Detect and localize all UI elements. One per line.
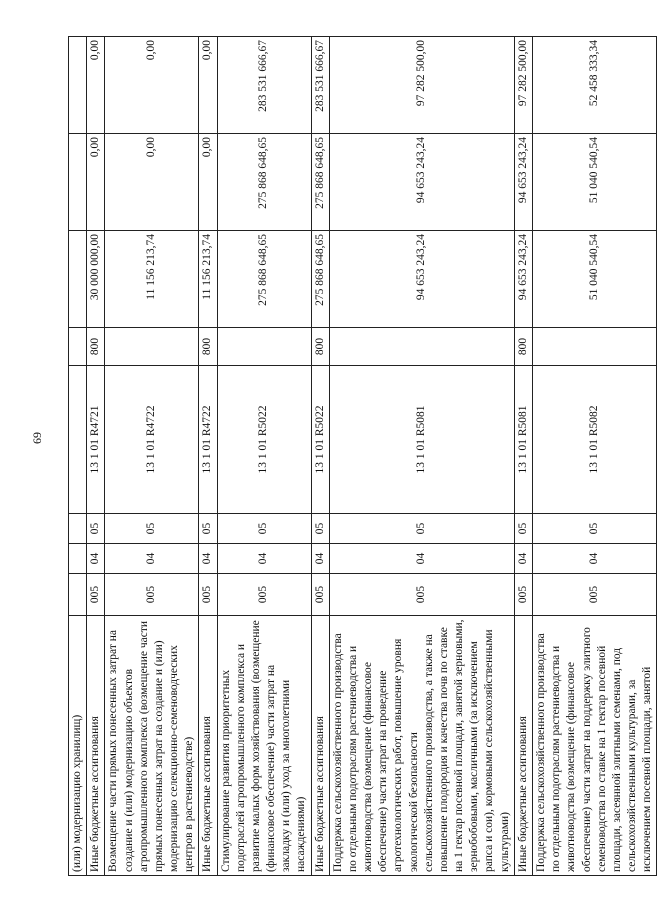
rotated-table-container [68,36,654,876]
target-article-code: 13 1 01 R5082 [532,366,656,514]
table-row [329,37,514,876]
amount-year-2 [69,134,87,231]
table-row [217,37,311,876]
row-description: Иные бюджетные ассигнования [87,616,105,876]
amount-year-3 [69,37,87,134]
table-row [199,37,217,876]
amount-year-1: 11 156 213,74 [105,231,199,328]
expense-type-code: 800 [199,328,217,366]
expense-type-code [105,328,199,366]
subsection-code: 05 [105,514,199,544]
expense-type-code [217,328,311,366]
amount-year-3: 97 282 500,00 [514,37,532,134]
amount-year-2: 94 653 243,24 [514,134,532,231]
amount-year-2: 275 868 648,65 [311,134,329,231]
section-code: 04 [532,544,656,574]
section-code [69,544,87,574]
target-article-code: 13 1 01 R5081 [514,366,532,514]
amount-year-2: 0,00 [199,134,217,231]
subsection-code: 05 [87,514,105,544]
section-code: 04 [105,544,199,574]
row-description: Стимулирование развития приоритетных подотраслей агропромышленного комплекса и развитие малых форм хозяйствования (возмещение (финансовое обеспечение) части затрат на закладку и (или) уход за многолетними насаждениями) [217,616,311,876]
target-article-code: 13 1 01 R4722 [199,366,217,514]
section-code: 04 [514,544,532,574]
target-article-code [69,366,87,514]
budget-admin-code: 005 [329,574,514,616]
section-code: 04 [87,544,105,574]
budget-admin-code: 005 [217,574,311,616]
budget-admin-code: 005 [87,574,105,616]
amount-year-3: 52 458 333,34 [532,37,656,134]
amount-year-2: 0,00 [87,134,105,231]
amount-year-2: 51 040 540,54 [532,134,656,231]
budget-table [68,36,657,876]
section-code: 04 [199,544,217,574]
amount-year-1: 275 868 648,65 [311,231,329,328]
budget-admin-code: 005 [514,574,532,616]
amount-year-1: 11 156 213,74 [199,231,217,328]
amount-year-1: 94 653 243,24 [514,231,532,328]
target-article-code: 13 1 01 R5022 [217,366,311,514]
amount-year-3: 0,00 [105,37,199,134]
amount-year-1: 51 040 540,54 [532,231,656,328]
row-description: (или) модернизацию хранилищ) [69,616,87,876]
row-description: Поддержка сельскохозяйственного производства по отдельным подотраслям растениеводства и животноводства (возмещение (финансовое обеспечение) части затрат на поддержку элитного семеноводства по ставке на 1 гектар посевной площади, засеянной элитными семенами, под сельскохозяйственными культурами, за исключением посевной площади, занятой [532,616,656,876]
expense-type-code: 800 [87,328,105,366]
section-code: 04 [329,544,514,574]
subsection-code: 05 [514,514,532,544]
subsection-code: 05 [311,514,329,544]
table-row [105,37,199,876]
expense-type-code [329,328,514,366]
section-code: 04 [311,544,329,574]
amount-year-3: 283 531 666,67 [217,37,311,134]
target-article-code: 13 1 01 R5022 [311,366,329,514]
budget-admin-code: 005 [105,574,199,616]
amount-year-2: 0,00 [105,134,199,231]
subsection-code: 05 [217,514,311,544]
expense-type-code [69,328,87,366]
amount-year-2: 275 868 648,65 [217,134,311,231]
budget-admin-code: 005 [532,574,656,616]
budget-admin-code [69,574,87,616]
amount-year-1: 30 000 000,00 [87,231,105,328]
page-number: 69 [30,432,44,444]
row-description: Возмещение части прямых понесенных затрат на создание и (или) модернизацию объектов агропромышленного комплекса (возмещение части прямых понесенных затрат на создание и (или) модернизацию селекционно-семеноводческих центров в растениеводстве) [105,616,199,876]
expense-type-code: 800 [311,328,329,366]
table-row [69,37,87,876]
subsection-code: 05 [329,514,514,544]
target-article-code: 13 1 01 R4721 [87,366,105,514]
table-row [87,37,105,876]
budget-admin-code: 005 [199,574,217,616]
target-article-code: 13 1 01 R5081 [329,366,514,514]
amount-year-1: 94 653 243,24 [329,231,514,328]
amount-year-3: 97 282 500,00 [329,37,514,134]
amount-year-3: 0,00 [199,37,217,134]
expense-type-code [532,328,656,366]
row-description: Поддержка сельскохозяйственного производства по отдельным подотраслям растениеводства и животноводства (возмещение (финансовое обеспечение) части затрат на проведение агротехнологических работ, повышение уровня экологической безопасности сельскохозяйственного производства, а также на повышение плодородия и качества почв по ставке на 1 гектар посевной площади, занятой зерновыми, зернобобовыми, масличными (за исключением рапса и сои), кормовыми сельскохозяйственными культурами) [329,616,514,876]
amount-year-3: 0,00 [87,37,105,134]
subsection-code: 05 [532,514,656,544]
subsection-code [69,514,87,544]
table-row [311,37,329,876]
amount-year-3: 283 531 666,67 [311,37,329,134]
amount-year-1: 275 868 648,65 [217,231,311,328]
subsection-code: 05 [199,514,217,544]
table-row [514,37,532,876]
row-description: Иные бюджетные ассигнования [514,616,532,876]
row-description: Иные бюджетные ассигнования [199,616,217,876]
amount-year-1 [69,231,87,328]
row-description: Иные бюджетные ассигнования [311,616,329,876]
budget-admin-code: 005 [311,574,329,616]
target-article-code: 13 1 01 R4722 [105,366,199,514]
amount-year-2: 94 653 243,24 [329,134,514,231]
section-code: 04 [217,544,311,574]
expense-type-code: 800 [514,328,532,366]
table-row [532,37,656,876]
